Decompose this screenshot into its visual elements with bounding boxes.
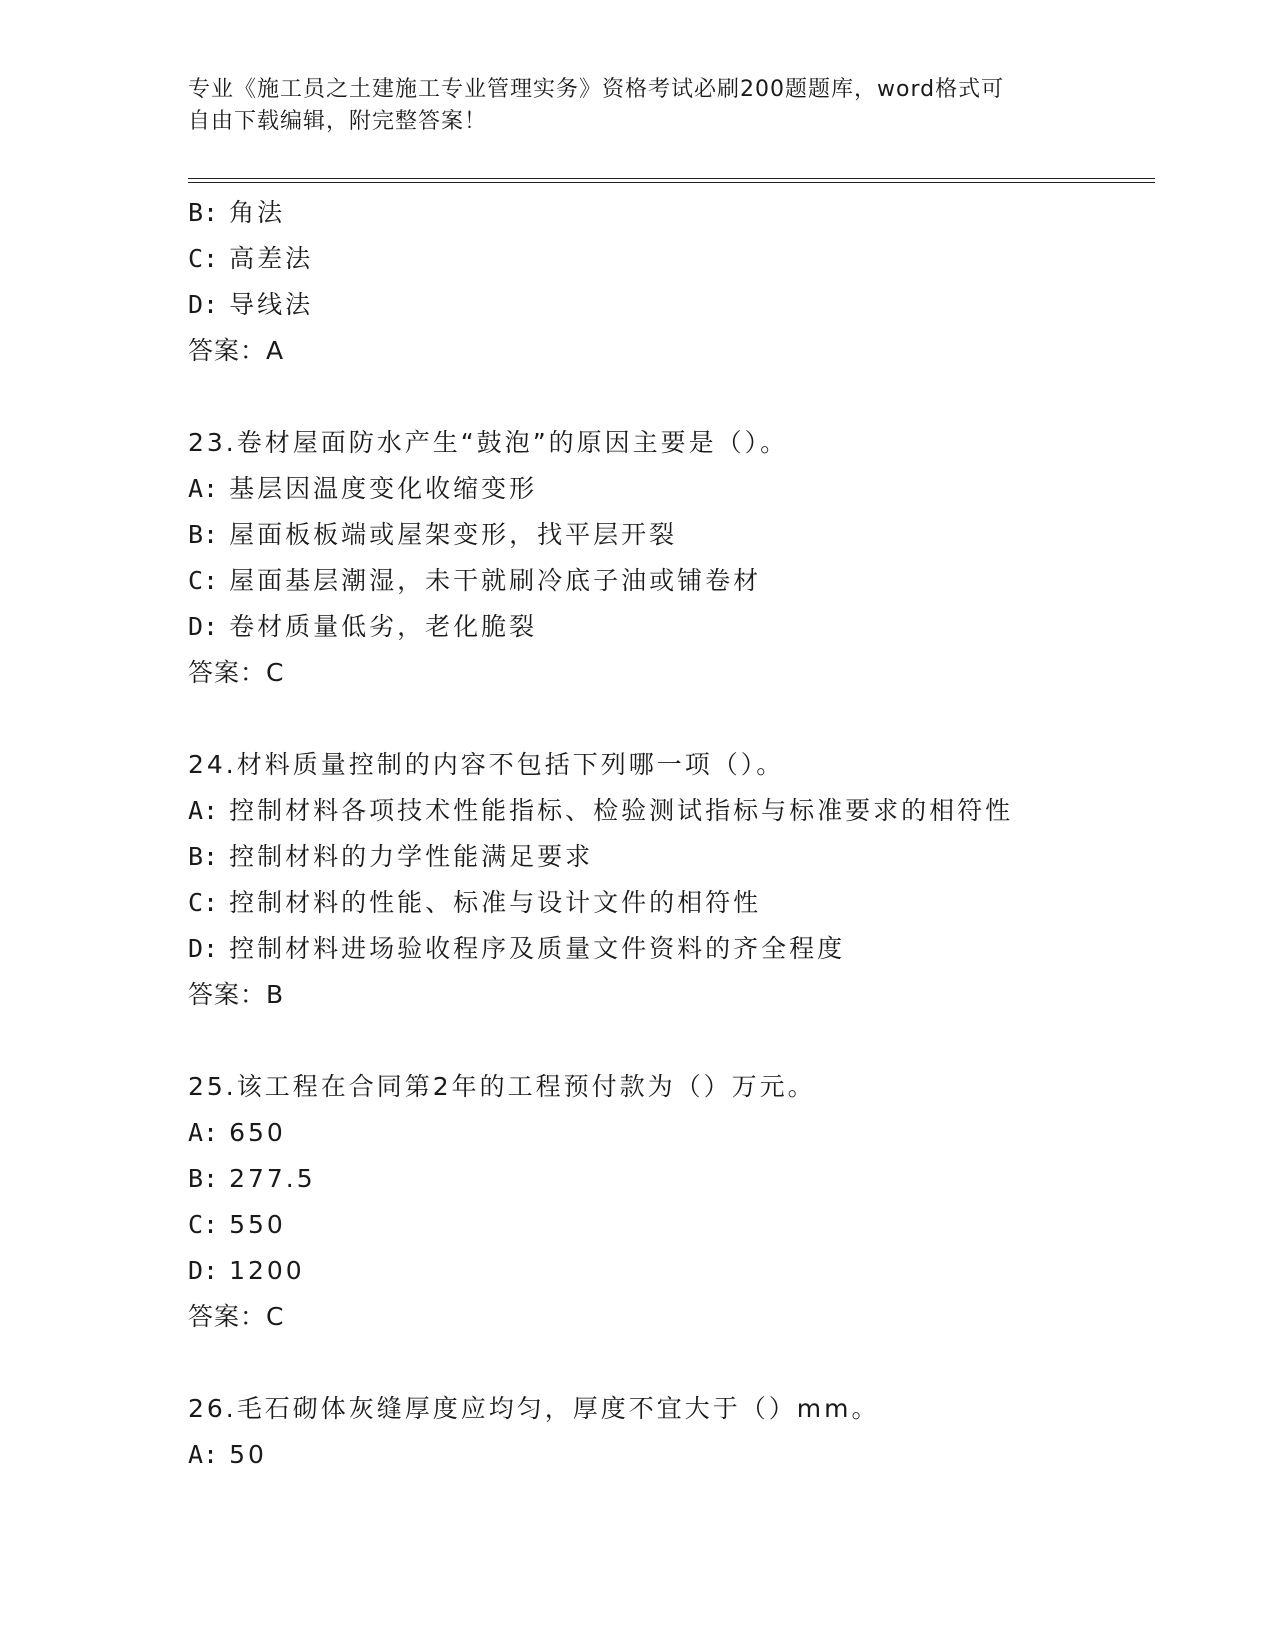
question-22-continued <box>188 190 1148 374</box>
option-text: 550 <box>229 1210 286 1239</box>
option-text: 卷材质量低劣，老化脆裂 <box>229 612 538 641</box>
spacer <box>188 696 1148 742</box>
option-b <box>188 190 1148 236</box>
question-24 <box>188 742 1148 1018</box>
option-d <box>188 282 1148 328</box>
option-text: 控制材料各项技术性能指标、检验测试指标与标准要求的相符性 <box>229 796 1014 825</box>
option-c <box>188 558 1148 604</box>
question-stem: 25.该工程在合同第2年的工程预付款为（）万元。 <box>188 1072 816 1101</box>
spacer <box>188 374 1148 420</box>
option-letter: C: <box>188 566 219 595</box>
question-23 <box>188 420 1148 696</box>
option-text: 高差法 <box>229 244 314 273</box>
option-text: 屋面基层潮湿，未干就刷冷底子油或铺卷材 <box>229 566 762 595</box>
question-stem: 26.毛石砌体灰缝厚度应均匀，厚度不宜大于（）mm。 <box>188 1394 880 1423</box>
option-letter: A: <box>188 1440 219 1469</box>
option-a <box>188 1110 1148 1156</box>
option-text: 屋面板板端或屋架变形，找平层开裂 <box>229 520 678 549</box>
option-c <box>188 880 1148 926</box>
option-letter: D: <box>188 290 219 319</box>
option-d <box>188 604 1148 650</box>
question-26 <box>188 1386 1148 1478</box>
option-letter: C: <box>188 888 219 917</box>
option-letter: B: <box>188 198 219 227</box>
option-text: 角法 <box>229 198 286 227</box>
option-letter: A: <box>188 474 219 503</box>
header-title-line-1: 专业《施工员之土建施工专业管理实务》资格考试必刷200题题库，word格式可 <box>188 77 1005 102</box>
option-a <box>188 466 1148 512</box>
option-a <box>188 1432 1148 1478</box>
option-text: 基层因温度变化收缩变形 <box>229 474 538 503</box>
option-letter: C: <box>188 1210 219 1239</box>
answer-line: 答案：C <box>188 658 285 687</box>
option-letter: D: <box>188 1256 219 1285</box>
option-text: 控制材料的性能、标准与设计文件的相符性 <box>229 888 762 917</box>
question-25 <box>188 1064 1148 1340</box>
option-text: 277.5 <box>229 1164 316 1193</box>
question-stem: 24.材料质量控制的内容不包括下列哪一项（）。 <box>188 750 785 779</box>
option-letter: C: <box>188 244 219 273</box>
option-letter: A: <box>188 796 219 825</box>
option-text: 控制材料进场验收程序及质量文件资料的齐全程度 <box>229 934 846 963</box>
answer-line: 答案：B <box>188 980 285 1009</box>
option-letter: B: <box>188 842 219 871</box>
answer-line: 答案：C <box>188 1302 285 1331</box>
spacer <box>188 1340 1148 1386</box>
option-b <box>188 1156 1148 1202</box>
option-letter: D: <box>188 934 219 963</box>
question-stem: 23.卷材屋面防水产生“鼓泡”的原因主要是（）。 <box>188 428 789 457</box>
question-list <box>188 190 1148 1478</box>
option-letter: B: <box>188 1164 219 1193</box>
option-text: 50 <box>229 1440 267 1469</box>
option-b <box>188 512 1148 558</box>
option-text: 1200 <box>229 1256 305 1285</box>
document-header <box>188 74 1068 138</box>
spacer <box>188 1018 1148 1064</box>
header-divider-top <box>188 178 1155 179</box>
option-text: 650 <box>229 1118 286 1147</box>
option-letter: B: <box>188 520 219 549</box>
header-title-line-2: 自由下载编辑，附完整答案！ <box>188 109 488 134</box>
option-b <box>188 834 1148 880</box>
option-text: 导线法 <box>229 290 314 319</box>
answer-line: 答案：A <box>188 336 285 365</box>
header-divider-bottom <box>188 182 1155 183</box>
option-text: 控制材料的力学性能满足要求 <box>229 842 594 871</box>
option-c <box>188 1202 1148 1248</box>
option-d <box>188 1248 1148 1294</box>
option-letter: A: <box>188 1118 219 1147</box>
option-c <box>188 236 1148 282</box>
option-d <box>188 926 1148 972</box>
option-letter: D: <box>188 612 219 641</box>
option-a <box>188 788 1148 834</box>
